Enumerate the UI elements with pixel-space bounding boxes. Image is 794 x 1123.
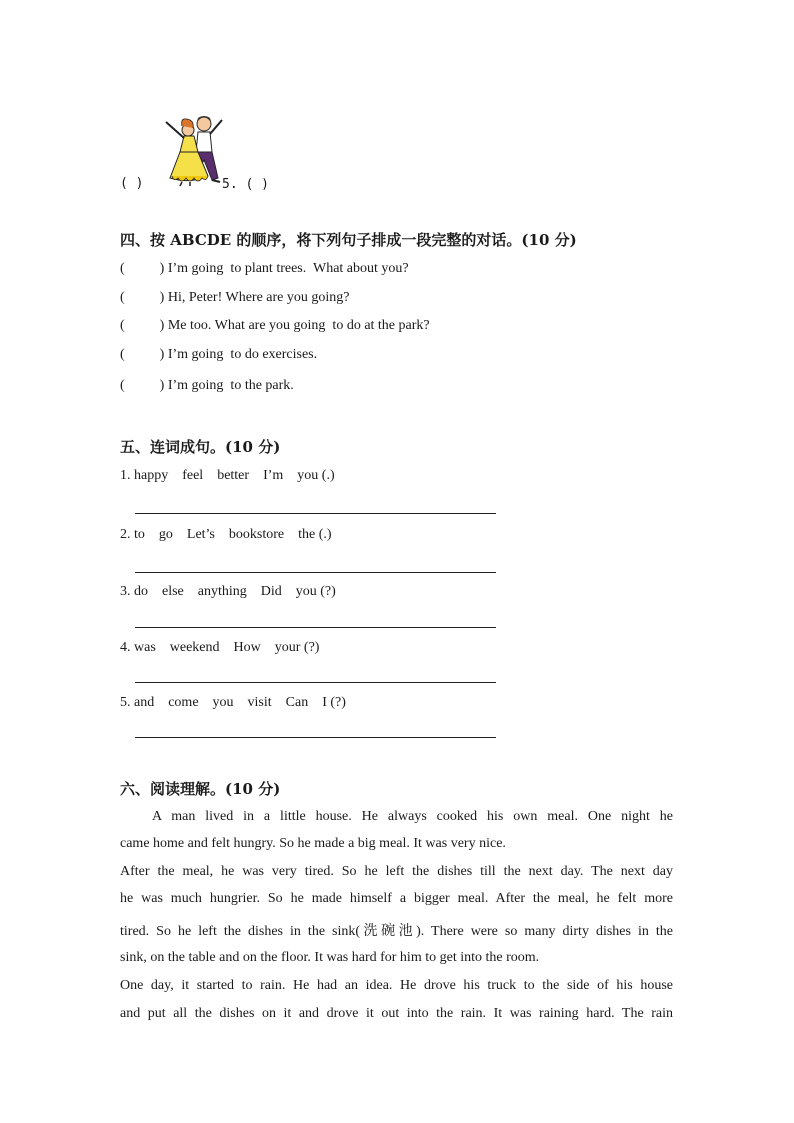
passage-line: One day, it started to rain. He had an idea. He drove his truck to the side of his house [120, 978, 673, 993]
answer-paren[interactable]: ( ) [120, 378, 165, 393]
list-item[interactable] [120, 261, 409, 277]
passage-line: After the meal, he was very tired. So he left the dishes till the next day. The next day [120, 864, 673, 879]
passage-line: and put all the dishes on it and drove it out into the rain. It was raining hard. The rain [120, 1006, 673, 1021]
word-order-prompt-5: 5. and come you visit Can I (?) [120, 695, 346, 710]
word-order-prompt-2: 2. to go Let’s bookstore the (.) [120, 527, 332, 542]
passage-line: A man lived in a little house. He always cooked his own meal. One night he [152, 809, 673, 824]
dialogue-sentence: I’m going to the park. [167, 378, 294, 393]
question-4-answer-paren[interactable]: ( ) [120, 176, 144, 191]
passage-line: came home and felt hungry. So he made a big meal. It was very nice. [120, 836, 506, 851]
list-item[interactable] [120, 378, 294, 394]
answer-line-5[interactable] [135, 737, 496, 738]
list-item[interactable] [120, 290, 350, 306]
dancing-couple-illustration [160, 112, 228, 188]
answer-line-1[interactable] [135, 513, 496, 514]
dialogue-sentence: I’m going to do exercises. [167, 347, 318, 362]
answer-paren[interactable]: ( ) [120, 347, 165, 362]
answer-line-4[interactable] [135, 682, 496, 683]
question-5-label[interactable]: 5. ( ) [222, 177, 269, 192]
passage-line: tired. So he left the dishes in the sink(洗碗池). There were so many dirty dishes in the [120, 924, 673, 939]
section-5-heading: 五、连词成句。(10 分) [120, 438, 281, 456]
answer-paren[interactable]: ( ) [120, 261, 165, 276]
answer-line-2[interactable] [135, 572, 496, 573]
list-item[interactable] [120, 347, 317, 363]
passage-line: he was much hungrier. So he made himself a bigger meal. After the meal, he felt more [120, 891, 673, 906]
answer-line-3[interactable] [135, 627, 496, 628]
section-4-heading: 四、按 ABCDE 的顺序，将下列句子排成一段完整的对话。(10 分) [120, 231, 577, 249]
answer-paren[interactable]: ( ) [120, 318, 165, 333]
word-order-prompt-3: 3. do else anything Did you (?) [120, 584, 336, 599]
dialogue-sentence: Me too. What are you going to do at the park? [167, 318, 430, 333]
passage-line: sink, on the table and on the floor. It was hard for him to get into the room. [120, 950, 540, 965]
section-6-heading: 六、阅读理解。(10 分) [120, 780, 281, 798]
word-order-prompt-1: 1. happy feel better I’m you (.) [120, 468, 335, 483]
answer-paren[interactable]: ( ) [120, 290, 165, 305]
list-item[interactable] [120, 318, 430, 334]
word-order-prompt-4: 4. was weekend How your (?) [120, 640, 320, 655]
dialogue-sentence: Hi, Peter! Where are you going? [167, 290, 350, 305]
dialogue-sentence: I’m going to plant trees. What about you? [167, 261, 409, 276]
